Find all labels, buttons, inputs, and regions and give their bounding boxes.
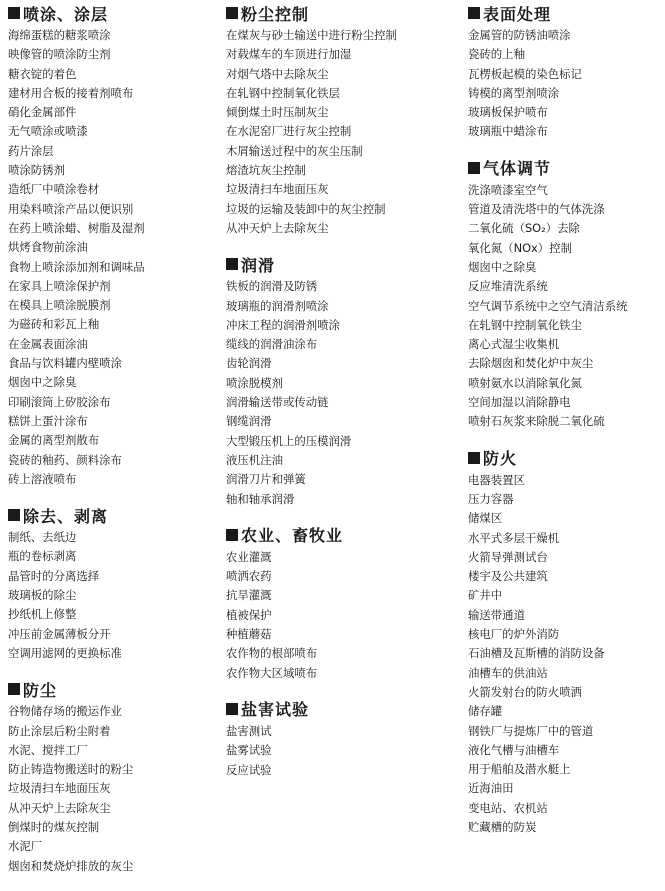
list-item: 空气调节系统中之空气清洁系统 [468,298,628,313]
section-title: 表面处理 [483,4,552,24]
list-item: 玻璃瓶的润滑剂喷涂 [226,298,329,313]
square-bullet-icon [226,7,238,19]
list-item: 用于船舶及潜水艇上 [468,762,571,777]
list-item: 液压机注油 [226,452,283,467]
list-item: 铸模的离型剂喷涂 [468,85,560,100]
list-item: 砖上溶液喷布 [8,471,77,486]
list-item: 倒煤时的煤灰控制 [8,819,100,834]
square-bullet-icon [226,258,238,270]
list-item: 玻璃板的除尘 [8,588,77,603]
list-item: 钢缆润滑 [226,414,272,429]
list-item: 谷物储存场的搬运作业 [8,704,122,719]
application-list [8,26,223,489]
list-item: 农作物大区域喷布 [226,665,318,680]
list-item: 石油槽及瓦斯槽的消防设备 [468,646,605,661]
square-bullet-icon [226,703,238,715]
list-item: 轴和轴承润滑 [226,491,295,506]
category-section [226,698,458,780]
list-item: 盐雾试验 [226,743,272,758]
list-item: 在轧钢中控制氧化铁尘 [468,317,582,332]
category-section [8,678,223,876]
section-title: 气体调节 [483,159,552,179]
column-right [468,0,662,852]
list-item: 大型锻压机上的压模润滑 [226,433,352,448]
list-item: 缆线的润滑油涂布 [226,337,318,352]
list-item: 喷涂脱模剂 [226,375,283,390]
list-item: 用染料喷涂产品以便识别 [8,201,134,216]
list-item: 木屑输送过程中的灰尘压制 [226,143,363,158]
square-bullet-icon [8,7,20,19]
list-item: 空调用滤网的更换标准 [8,645,122,660]
list-item: 电器装置区 [468,472,525,487]
column-left [8,0,223,891]
section-header [468,447,662,469]
list-item: 去除烟囱和焚化炉中灰尘 [468,356,594,371]
section-header [226,524,458,546]
list-item: 倾倒煤土时压制灰尘 [226,105,329,120]
list-item: 润滑刀片和弹簧 [226,472,306,487]
list-item: 晶管时的分离选择 [8,568,100,583]
section-header [226,253,458,275]
list-item: 抗旱灌溉 [226,588,272,603]
section-title: 防尘 [23,680,58,700]
category-section [8,2,223,489]
list-item: 油槽车的供油站 [468,665,548,680]
list-item: 钢铁厂与提炼厂中的管道 [468,723,594,738]
list-item: 瓶的卷标剥离 [8,549,77,564]
application-list [226,277,458,509]
category-section [468,2,662,142]
list-item: 楼宇及公共建筑 [468,569,548,584]
list-item: 齿轮润滑 [226,356,272,371]
list-item: 盐害测试 [226,723,272,738]
section-title: 除去、剥离 [23,506,109,526]
list-item: 熔渣坑灰尘控制 [226,163,306,178]
application-list [226,548,458,683]
list-item: 烟囱中之除臭 [8,375,77,390]
list-item: 冲床工程的润滑剂喷涂 [226,317,340,332]
list-item: 铁板的润滑及防锈 [226,279,318,294]
category-section [8,504,223,663]
list-item: 核电厂的炉外消防 [468,627,560,642]
list-item: 植被保护 [226,607,272,622]
list-item: 冲压前金属薄板分开 [8,626,111,641]
square-bullet-icon [468,162,480,174]
section-title: 润滑 [241,255,276,275]
section-header [8,504,223,526]
section-title: 农业、畜牧业 [241,526,344,546]
list-item: 喷射氨水以消除氧化氮 [468,375,582,390]
list-item: 喷涂防锈剂 [8,163,65,178]
list-item: 糖衣锭的着色 [8,66,77,81]
list-item: 垃圾的运输及装卸中的灰尘控制 [226,201,386,216]
category-section [226,524,458,683]
list-item: 液化气槽与油槽车 [468,742,560,757]
list-item: 防止铸造物搬送时的粉尘 [8,762,134,777]
list-item: 抄纸机上修整 [8,607,77,622]
application-list [226,26,458,238]
list-item: 印刷滚筒上矽胶涂布 [8,394,111,409]
list-item: 二氧化硫（SO₂）去除 [468,221,580,236]
list-item: 在煤灰与砂土输送中进行粉尘控制 [226,28,397,42]
application-list [8,702,223,876]
category-section [468,157,662,432]
list-item: 在家具上喷涂保护剂 [8,278,111,293]
list-item: 玻璃瓶中蜡涂布 [468,124,548,139]
list-item: 瓷砖的釉药、颜料涂布 [8,452,122,467]
application-list [468,471,662,838]
section-header [226,698,458,720]
list-item: 近海油田 [468,781,514,796]
list-item: 在金属表面涂油 [8,336,88,351]
list-item: 药片涂层 [8,143,54,158]
list-item: 贮藏槽的防炭 [468,819,537,834]
square-bullet-icon [8,509,20,521]
list-item: 水平式多层干燥机 [468,530,560,545]
square-bullet-icon [8,683,20,695]
list-item: 压力容器 [468,491,514,506]
section-header [468,2,662,24]
list-item: 玻璃板保护喷布 [468,105,548,120]
square-bullet-icon [226,529,238,541]
list-item: 火箭导弹测试台 [468,549,548,564]
list-item: 建材用合板的接着剂喷布 [8,85,134,100]
application-list [468,181,662,432]
list-item: 氧化氮（NOx）控制 [468,240,572,255]
section-title: 盐害试验 [241,700,310,720]
list-item: 农业灌溉 [226,549,272,564]
list-item: 从冲天炉上去除灰尘 [8,800,111,815]
list-item: 从冲天炉上去除灰尘 [226,220,329,235]
list-item: 矿井中 [468,588,503,603]
list-item: 食物上喷涂添加剂和调味品 [8,259,145,274]
list-item: 金属管的防锈油喷涂 [468,28,571,42]
list-item: 在轧钢中控制氧化铁层 [226,85,340,100]
square-bullet-icon [468,452,480,464]
section-header [226,2,458,24]
section-header [468,157,662,179]
list-item: 烟囱和焚烧炉排放的灰尘 [8,858,134,873]
list-item: 喷射石灰浆来除脱二氧化硫 [468,414,605,429]
square-bullet-icon [468,7,480,19]
list-item: 输送带通道 [468,607,525,622]
section-header [8,2,223,24]
list-item: 储煤区 [468,511,503,526]
list-item: 润滑输送带或传动链 [226,395,329,410]
list-item: 为磁砖和彩瓦上釉 [8,317,100,332]
list-item: 海绵蛋糕的糖浆喷涂 [8,28,111,42]
list-item: 火箭发射台的防火喷洒 [468,684,582,699]
list-item: 制纸、去纸边 [8,530,77,545]
list-item: 糕饼上蛋汁涂布 [8,413,88,428]
list-item: 水泥、搅拌工厂 [8,742,88,757]
list-item: 烘烤食物前涂油 [8,240,88,255]
section-title: 喷涂、涂层 [23,4,109,24]
list-item: 对载煤车的车顶进行加湿 [226,47,352,62]
list-item: 洗涤喷漆室空气 [468,182,548,197]
list-item: 储存罐 [468,704,503,719]
list-item: 硝化金属部件 [8,105,77,120]
category-section [468,447,662,838]
list-item: 种植蘑菇 [226,627,272,642]
list-item: 对烟气塔中去除灰尘 [226,66,329,81]
section-title: 粉尘控制 [241,4,310,24]
list-item: 金属的离型剂散布 [8,433,100,448]
list-item: 无气喷涂或喷漆 [8,124,88,139]
category-section [226,253,458,509]
list-item: 离心式湿尘收集机 [468,337,560,352]
application-list [468,26,662,142]
section-title: 防火 [483,449,518,469]
list-item: 喷洒农药 [226,569,272,584]
list-item: 水泥厂 [8,839,43,854]
list-item: 空间加湿以消除静电 [468,395,571,410]
list-item: 造纸厂中喷涂卷材 [8,182,100,197]
application-list [8,528,223,663]
section-header [8,678,223,700]
list-item: 农作物的根部喷布 [226,646,318,661]
list-item: 变电站、农机站 [468,800,548,815]
list-item: 在水泥窑厂进行灰尘控制 [226,124,352,139]
list-item: 食品与饮料罐内壁喷涂 [8,356,122,371]
category-section [226,2,458,238]
column-middle [226,0,458,795]
list-item: 反应堆清洗系统 [468,279,548,294]
list-item: 烟囱中之除臭 [468,259,537,274]
list-item: 在模具上喷涂脱膜剂 [8,298,111,313]
list-item: 管道及清洗塔中的气体洗涤 [468,202,605,217]
application-list [226,722,458,780]
list-item: 瓦楞板起模的染色标记 [468,66,582,81]
list-item: 在药上喷涂蜡、树脂及湿剂 [8,220,145,235]
list-item: 防止涂层后粉尘附着 [8,723,111,738]
list-item: 垃圾清扫车地面压灰 [8,781,111,796]
list-item: 映像管的喷涂防尘剂 [8,47,111,62]
list-item: 垃圾清扫车地面压灰 [226,182,329,197]
list-item: 瓷砖的上釉 [468,47,525,62]
list-item: 反应试验 [226,762,272,777]
